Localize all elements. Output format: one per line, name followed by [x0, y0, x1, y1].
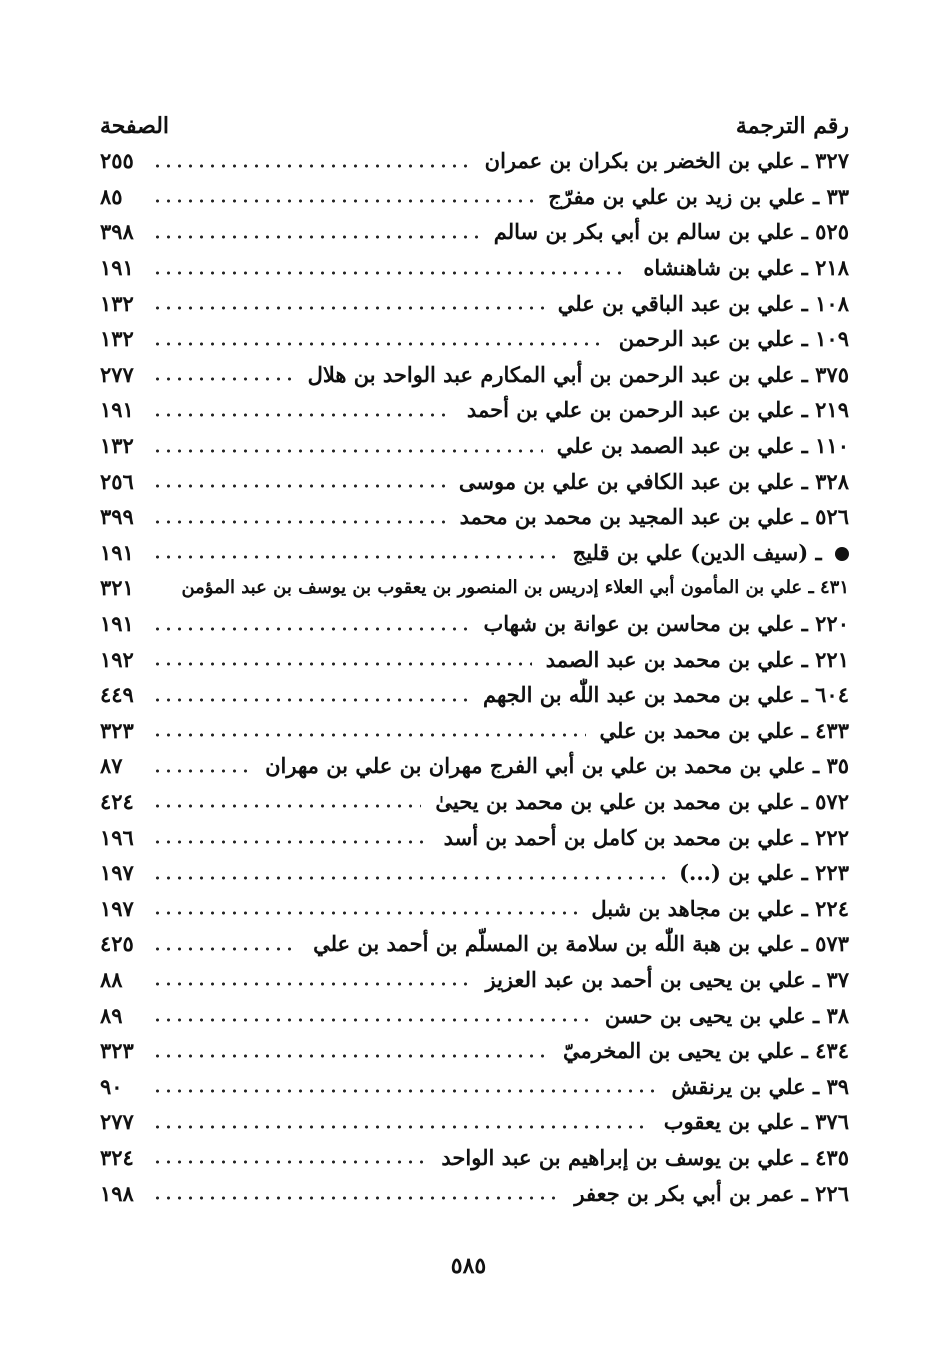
entry-separator: ـ — [794, 433, 816, 459]
entry-number: ٣٣ — [826, 183, 849, 209]
index-entry — [100, 1033, 849, 1069]
entry-name: علي بن عبد الصمد بن علي — [556, 433, 795, 459]
entry-name: علي بن عبد الرحمن — [618, 326, 795, 352]
entry-title — [549, 433, 849, 459]
dot-leader — [152, 342, 605, 346]
entry-page-number: ١٩٧ — [100, 860, 134, 886]
dot-leader — [152, 804, 421, 808]
dot-leader — [152, 947, 299, 951]
entry-page-number: ١٩٢ — [100, 646, 134, 672]
dot-leader — [152, 306, 544, 310]
entry-number: ٣٩ — [826, 1073, 849, 1099]
entry-title — [486, 219, 849, 245]
entry-title — [433, 1144, 849, 1170]
entry-number: ١١٠ — [815, 433, 849, 459]
entry-name: علي بن محمد بن علي بن أبي الفرج مهران بن علي بن مهران — [265, 753, 806, 779]
entry-page-number: ٣٢٣ — [100, 1038, 134, 1064]
index-entry — [100, 784, 849, 820]
entry-name: علي بن عبد الرحمن بن أبي المكارم عبد الواحد بن هلال — [307, 361, 795, 387]
entry-page-number: ٤٤٩ — [100, 682, 134, 708]
entry-separator: ـ — [794, 860, 816, 886]
entry-title — [300, 361, 849, 387]
entry-title — [475, 611, 849, 637]
index-entry — [100, 392, 849, 428]
entry-separator: ـ — [794, 646, 816, 672]
entry-page-number: ١٩١ — [100, 397, 134, 423]
dot-leader — [152, 413, 453, 417]
entry-page-number: ٨٧ — [100, 753, 123, 779]
index-entry — [100, 748, 849, 784]
entry-separator: ـ — [794, 290, 816, 316]
entry-number: ١٠٩ — [815, 326, 849, 352]
entry-name: علي بن عبد المجيد بن محمد بن محمد — [459, 504, 795, 530]
entry-title — [592, 717, 849, 743]
entry-name: علي بن شاهنشاه — [643, 255, 795, 281]
entry-number: ٣٧٥ — [815, 361, 849, 387]
entry-separator: ـ — [794, 824, 816, 850]
entry-separator: ـ — [794, 397, 816, 423]
entry-number: ٤٣٤ — [815, 1038, 849, 1064]
entry-name: علي بن يحيى بن حسن — [604, 1002, 806, 1028]
entry-separator: ـ — [805, 183, 827, 209]
entry-name: علي بن زيد بن علي بن مفرّج — [548, 183, 806, 209]
entry-separator: ـ — [805, 1002, 827, 1028]
entry-title — [459, 397, 849, 423]
entry-page-number: ٨٩ — [100, 1002, 123, 1028]
entry-number: ٤٣١ — [819, 576, 849, 598]
entry-page-number: ٤٢٥ — [100, 931, 134, 957]
entry-page-number: ١٣٢ — [100, 433, 134, 459]
entry-title — [664, 1073, 849, 1099]
entry-title — [427, 788, 849, 814]
entry-separator: ـ — [794, 717, 816, 743]
dot-leader — [152, 555, 559, 559]
entry-name: علي بن محمد بن عبد الصمد — [545, 646, 795, 672]
entry-page-number: ١٩٨ — [100, 1180, 134, 1206]
entry-number: ٣٧ — [826, 966, 849, 992]
dot-leader — [152, 164, 471, 168]
entry-title — [173, 576, 849, 598]
entry-name: علي بن محمد بن علي — [599, 717, 795, 743]
entry-name: علي بن عبد الباقي بن علي — [557, 290, 795, 316]
entry-number: ٥٧٣ — [815, 931, 849, 957]
dot-leader — [152, 627, 469, 631]
dot-leader — [152, 698, 469, 702]
dot-leader — [152, 199, 534, 203]
entry-page-number: ١٩٧ — [100, 895, 134, 921]
dot-leader — [152, 840, 430, 844]
entry-title — [611, 326, 849, 352]
entry-number: ١٠٨ — [815, 290, 849, 316]
entry-separator: ـ — [794, 682, 816, 708]
index-entry — [100, 250, 849, 286]
dot-leader — [152, 1125, 650, 1129]
entry-name: علي بن يرنقش — [671, 1073, 806, 1099]
dot-leader — [152, 769, 251, 773]
index-entry — [100, 1104, 849, 1140]
entry-separator: ـ — [794, 611, 816, 637]
entry-name: علي بن مجاهد بن شبل — [591, 895, 795, 921]
entry-page-number: ١٣٢ — [100, 326, 134, 352]
entry-separator: ـ — [794, 1180, 816, 1206]
dot-leader — [152, 911, 577, 915]
entry-title — [597, 1002, 849, 1028]
entry-number: ٤٣٣ — [815, 717, 849, 743]
entry-name: عمر بن أبي بكر بن جعفر — [574, 1180, 795, 1206]
entry-title — [550, 290, 849, 316]
entry-number: ٣٢٨ — [815, 468, 849, 494]
entry-number: ٥٧٢ — [815, 788, 849, 814]
entry-page-number: ١٩١ — [100, 255, 134, 281]
dot-leader — [152, 1018, 591, 1022]
entry-separator: ـ — [805, 753, 827, 779]
entry-page-number: ٣٢٤ — [100, 1144, 134, 1170]
index-entry — [100, 606, 849, 642]
dot-leader — [152, 271, 629, 275]
entry-page-number: ٢٥٥ — [100, 148, 134, 174]
entry-title — [583, 895, 849, 921]
dot-leader — [152, 876, 665, 880]
entry-page-number: ٤٢٤ — [100, 788, 134, 814]
entry-title — [451, 468, 849, 494]
entry-number: ٥٢٥ — [815, 219, 849, 245]
dot-leader — [152, 1160, 427, 1164]
entry-page-number: ٩٠ — [100, 1073, 123, 1099]
entry-separator: ـ — [805, 1073, 827, 1099]
entry-title — [635, 255, 849, 281]
entry-number: ٢٢٦ — [815, 1180, 849, 1206]
entry-separator: ـ — [794, 1038, 816, 1064]
entry-page-number: ٣٩٨ — [100, 219, 134, 245]
dot-leader — [152, 520, 446, 524]
entry-number: ٢٢٢ — [815, 824, 849, 850]
dot-leader — [152, 377, 294, 381]
entry-separator: ـ — [794, 788, 816, 814]
index-entry — [100, 890, 849, 926]
entry-page-number: ٢٧٧ — [100, 1109, 134, 1135]
index-entry-list — [100, 143, 849, 1211]
page-column-header: الصفحة — [100, 113, 170, 139]
entry-number: ٣٧٦ — [815, 1109, 849, 1135]
entry-number: ٣٥ — [826, 753, 849, 779]
index-entry — [100, 1175, 849, 1211]
index-entry — [100, 962, 849, 998]
entry-name: علي بن يوسف بن إبراهيم بن عبد الواحد — [441, 1144, 795, 1170]
entry-name: علي بن محاسن بن عوانة بن شهاب — [483, 611, 795, 637]
index-entry — [100, 321, 849, 357]
entry-number-header: رقم الترجمة — [735, 113, 849, 139]
dot-leader — [152, 1196, 560, 1200]
index-entry — [100, 997, 849, 1033]
entry-separator: ـ — [794, 931, 816, 957]
entry-separator: ـ — [808, 539, 829, 565]
index-entry — [100, 179, 849, 215]
index-entry — [100, 143, 849, 179]
entry-name: علي بن محمد بن كامل بن أحمد بن أسد — [443, 824, 795, 850]
dot-leader — [152, 449, 543, 453]
entry-number: ٢١٩ — [815, 397, 849, 423]
entry-separator: ـ — [794, 895, 816, 921]
entry-page-number: ٢٧٧ — [100, 361, 134, 387]
entry-number: ٢٢٠ — [815, 611, 849, 637]
entry-separator: ـ — [794, 361, 816, 387]
entry-title — [475, 682, 849, 708]
entry-title — [477, 148, 849, 174]
entry-separator: ـ — [794, 504, 816, 530]
dot-leader — [152, 733, 586, 737]
entry-title — [540, 183, 849, 209]
entry-title — [671, 860, 849, 886]
entry-name: علي بن محمد بن علي بن محمد بن يحيىٰ — [435, 788, 795, 814]
index-entry — [100, 1140, 849, 1176]
entry-separator: ـ — [794, 219, 816, 245]
entry-separator: ـ — [794, 468, 816, 494]
dot-leader — [152, 1054, 549, 1058]
entry-separator: ـ — [802, 576, 820, 598]
entry-name: علي بن يحيى بن أحمد بن عبد العزيز — [485, 966, 806, 992]
entry-page-number: ٢٥٦ — [100, 468, 134, 494]
index-entry — [100, 677, 849, 713]
index-entry — [100, 357, 849, 393]
index-entry — [100, 285, 849, 321]
entry-title — [478, 966, 850, 992]
entry-page-number: ٣٢١ — [100, 575, 134, 601]
entry-separator: ـ — [805, 966, 827, 992]
entry-name: (سيف الدين) علي بن قليج — [572, 539, 809, 565]
entry-separator: ـ — [794, 326, 816, 352]
entry-name: علي بن عبد الكافي بن علي بن موسى — [458, 468, 795, 494]
entry-name: علي بن عبد الرحمن بن علي بن أحمد — [466, 397, 795, 423]
dot-leader — [152, 1089, 658, 1093]
entry-title — [436, 824, 849, 850]
entry-number: ٤٣٥ — [815, 1144, 849, 1170]
dot-leader — [152, 662, 532, 666]
entry-title — [565, 539, 849, 565]
entry-title — [305, 931, 849, 957]
entry-title — [257, 753, 849, 779]
dot-leader — [152, 982, 472, 986]
entry-number: ٢٢٣ — [815, 860, 849, 886]
entry-page-number: ١٩٦ — [100, 824, 134, 850]
entry-page-number: ٨٨ — [100, 966, 123, 992]
entry-name: علي بن محمد بن عبد اللّٰه بن الجهم — [482, 682, 795, 708]
index-entry — [100, 713, 849, 749]
entry-name: علي بن المأمون أبي العلاء إدريس بن المنصور بن يعقوب بن يوسف بن عبد المؤمن — [181, 576, 803, 598]
entry-page-number: ١٣٢ — [100, 290, 134, 316]
entry-title — [656, 1109, 849, 1135]
index-entry — [100, 855, 849, 891]
entry-name: علي بن يعقوب — [663, 1109, 795, 1135]
entry-number: ٢٢٤ — [815, 895, 849, 921]
index-entry — [100, 428, 849, 464]
index-entry — [100, 463, 849, 499]
page-number: ٥٨٥ — [450, 1253, 487, 1279]
entry-name: علي بن (...) — [679, 860, 795, 886]
entry-separator: ـ — [794, 1144, 816, 1170]
entry-page-number: ١٩١ — [100, 539, 134, 565]
entry-number: ٥٢٦ — [815, 504, 849, 530]
index-entry — [100, 535, 849, 571]
entry-page-number: ٨٥ — [100, 183, 123, 209]
index-entry — [100, 499, 849, 535]
entry-title — [566, 1180, 849, 1206]
entry-page-number: ١٩١ — [100, 611, 134, 637]
entry-name: علي بن الخضر بن بكران بن عمران — [484, 148, 795, 174]
entry-number: ٣٨ — [826, 1002, 849, 1028]
entry-number: ٢١٨ — [815, 255, 849, 281]
entry-name: علي بن سالم بن أبي بكر بن سالم — [493, 219, 795, 245]
dot-leader — [152, 484, 445, 488]
index-entry — [100, 926, 849, 962]
entry-separator: ـ — [794, 255, 816, 281]
entry-separator: ـ — [794, 148, 816, 174]
index-entry — [100, 1068, 849, 1104]
entry-title — [452, 504, 849, 530]
index-entry — [100, 570, 849, 606]
index-entry — [100, 641, 849, 677]
entry-number: ٢٢١ — [815, 646, 849, 672]
entry-name: علي بن هبة اللّٰه بن سلامة بن المسلّم بن أحمد بن علي — [313, 931, 795, 957]
entry-name: علي بن يحيى بن المخرميّ — [562, 1038, 795, 1064]
bullet-icon — [835, 547, 849, 561]
entry-page-number: ٣٩٩ — [100, 504, 134, 530]
column-header — [100, 108, 849, 144]
entry-title — [538, 646, 849, 672]
entry-separator: ـ — [794, 1109, 816, 1135]
index-entry — [100, 819, 849, 855]
entry-page-number: ٣٢٣ — [100, 717, 134, 743]
entry-title — [555, 1038, 849, 1064]
dot-leader — [152, 235, 480, 239]
entry-number: ٦٠٤ — [815, 682, 849, 708]
entry-number: ٣٢٧ — [815, 148, 849, 174]
index-entry — [100, 214, 849, 250]
